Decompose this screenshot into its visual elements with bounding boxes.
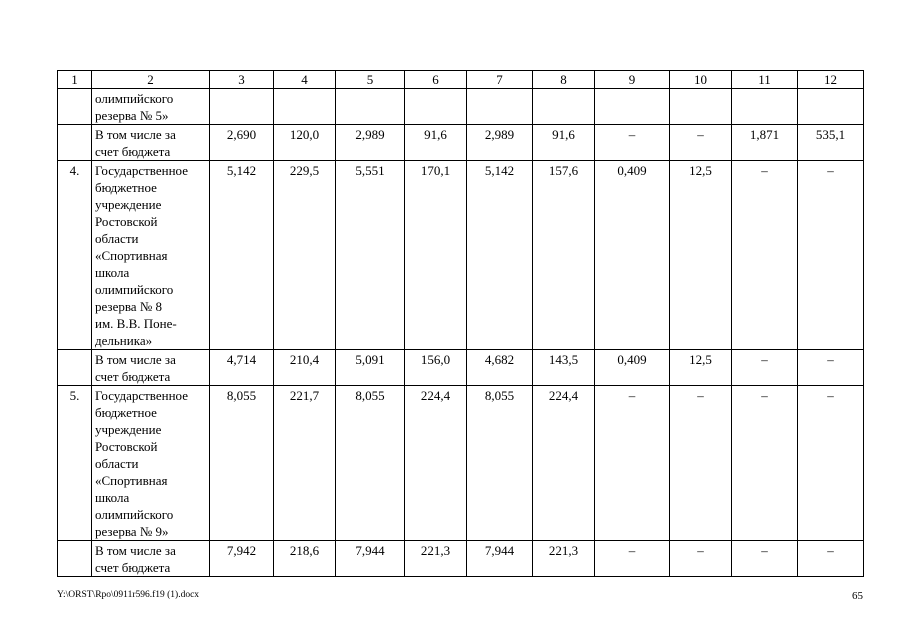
- value-cell-col-12: –: [798, 350, 864, 386]
- value-cell-col-8: 157,6: [533, 161, 595, 350]
- value-cell-col-7: 4,682: [467, 350, 533, 386]
- header-cell-3: 3: [210, 71, 274, 89]
- header-cell-9: 9: [595, 71, 670, 89]
- row-description: олимпийского резерва № 5»: [92, 89, 210, 125]
- value-cell-col-6: [405, 89, 467, 125]
- value-cell-col-7: [467, 89, 533, 125]
- value-cell-col-4: 120,0: [274, 125, 336, 161]
- value-cell-col-11: –: [732, 161, 798, 350]
- row-description: В том числе за счет бюджета: [92, 541, 210, 577]
- budget-table: [57, 70, 864, 577]
- table-row: [58, 125, 864, 161]
- value-cell-col-10: 12,5: [670, 350, 732, 386]
- value-cell-col-8: [533, 89, 595, 125]
- value-cell-col-11: –: [732, 541, 798, 577]
- row-number: [58, 89, 92, 125]
- value-cell-col-9: [595, 89, 670, 125]
- value-cell-col-6: 221,3: [405, 541, 467, 577]
- value-cell-col-10: –: [670, 541, 732, 577]
- value-cell-col-5: 2,989: [336, 125, 405, 161]
- value-cell-col-12: –: [798, 161, 864, 350]
- row-description: Государственное бюджетное учреждение Ростовской области «Спортивная школа олимпийского резерва № 9»: [92, 386, 210, 541]
- value-cell-col-11: [732, 89, 798, 125]
- value-cell-col-9: –: [595, 541, 670, 577]
- header-cell-6: 6: [405, 71, 467, 89]
- value-cell-col-12: –: [798, 386, 864, 541]
- row-number: [58, 541, 92, 577]
- value-cell-col-3: 5,142: [210, 161, 274, 350]
- table-body: [58, 71, 864, 577]
- value-cell-col-6: 156,0: [405, 350, 467, 386]
- value-cell-col-6: 170,1: [405, 161, 467, 350]
- header-cell-4: 4: [274, 71, 336, 89]
- value-cell-col-5: 5,551: [336, 161, 405, 350]
- value-cell-col-3: 8,055: [210, 386, 274, 541]
- value-cell-col-3: 7,942: [210, 541, 274, 577]
- row-description: В том числе за счет бюджета: [92, 125, 210, 161]
- value-cell-col-5: [336, 89, 405, 125]
- value-cell-col-3: 4,714: [210, 350, 274, 386]
- value-cell-col-6: 91,6: [405, 125, 467, 161]
- table-row: [58, 89, 864, 125]
- value-cell-col-12: –: [798, 541, 864, 577]
- value-cell-col-7: 5,142: [467, 161, 533, 350]
- value-cell-col-4: 210,4: [274, 350, 336, 386]
- value-cell-col-4: 221,7: [274, 386, 336, 541]
- value-cell-col-9: 0,409: [595, 350, 670, 386]
- value-cell-col-7: 8,055: [467, 386, 533, 541]
- value-cell-col-10: 12,5: [670, 161, 732, 350]
- value-cell-col-12: [798, 89, 864, 125]
- footer-page-number: 65: [852, 590, 863, 602]
- value-cell-col-8: 143,5: [533, 350, 595, 386]
- header-cell-2: 2: [92, 71, 210, 89]
- value-cell-col-4: 229,5: [274, 161, 336, 350]
- header-cell-10: 10: [670, 71, 732, 89]
- value-cell-col-10: [670, 89, 732, 125]
- table-row: [58, 161, 864, 350]
- row-number: 5.: [58, 386, 92, 541]
- value-cell-col-7: 2,989: [467, 125, 533, 161]
- value-cell-col-11: –: [732, 386, 798, 541]
- value-cell-col-8: 221,3: [533, 541, 595, 577]
- row-number: [58, 350, 92, 386]
- footer-file-path: Y:\ORST\Rpo\0911r596.f19 (1).docx: [57, 590, 200, 600]
- value-cell-col-8: 224,4: [533, 386, 595, 541]
- header-cell-7: 7: [467, 71, 533, 89]
- value-cell-col-9: 0,409: [595, 161, 670, 350]
- value-cell-col-9: –: [595, 125, 670, 161]
- value-cell-col-8: 91,6: [533, 125, 595, 161]
- header-cell-5: 5: [336, 71, 405, 89]
- value-cell-col-12: 535,1: [798, 125, 864, 161]
- value-cell-col-5: 8,055: [336, 386, 405, 541]
- value-cell-col-9: –: [595, 386, 670, 541]
- value-cell-col-6: 224,4: [405, 386, 467, 541]
- value-cell-col-11: –: [732, 350, 798, 386]
- header-cell-1: 1: [58, 71, 92, 89]
- value-cell-col-5: 5,091: [336, 350, 405, 386]
- row-number: [58, 125, 92, 161]
- value-cell-col-3: 2,690: [210, 125, 274, 161]
- value-cell-col-4: 218,6: [274, 541, 336, 577]
- value-cell-col-7: 7,944: [467, 541, 533, 577]
- row-description: Государственное бюджетное учреждение Ростовской области «Спортивная школа олимпийского резерва № 8 им. В.В. Поне- дельника»: [92, 161, 210, 350]
- table-row: [58, 350, 864, 386]
- header-cell-12: 12: [798, 71, 864, 89]
- header-cell-11: 11: [732, 71, 798, 89]
- value-cell-col-11: 1,871: [732, 125, 798, 161]
- value-cell-col-10: –: [670, 125, 732, 161]
- row-description: В том числе за счет бюджета: [92, 350, 210, 386]
- row-number: 4.: [58, 161, 92, 350]
- value-cell-col-10: –: [670, 386, 732, 541]
- header-row: [58, 71, 864, 89]
- header-cell-8: 8: [533, 71, 595, 89]
- table-row: [58, 386, 864, 541]
- value-cell-col-3: [210, 89, 274, 125]
- value-cell-col-5: 7,944: [336, 541, 405, 577]
- table-row: [58, 541, 864, 577]
- value-cell-col-4: [274, 89, 336, 125]
